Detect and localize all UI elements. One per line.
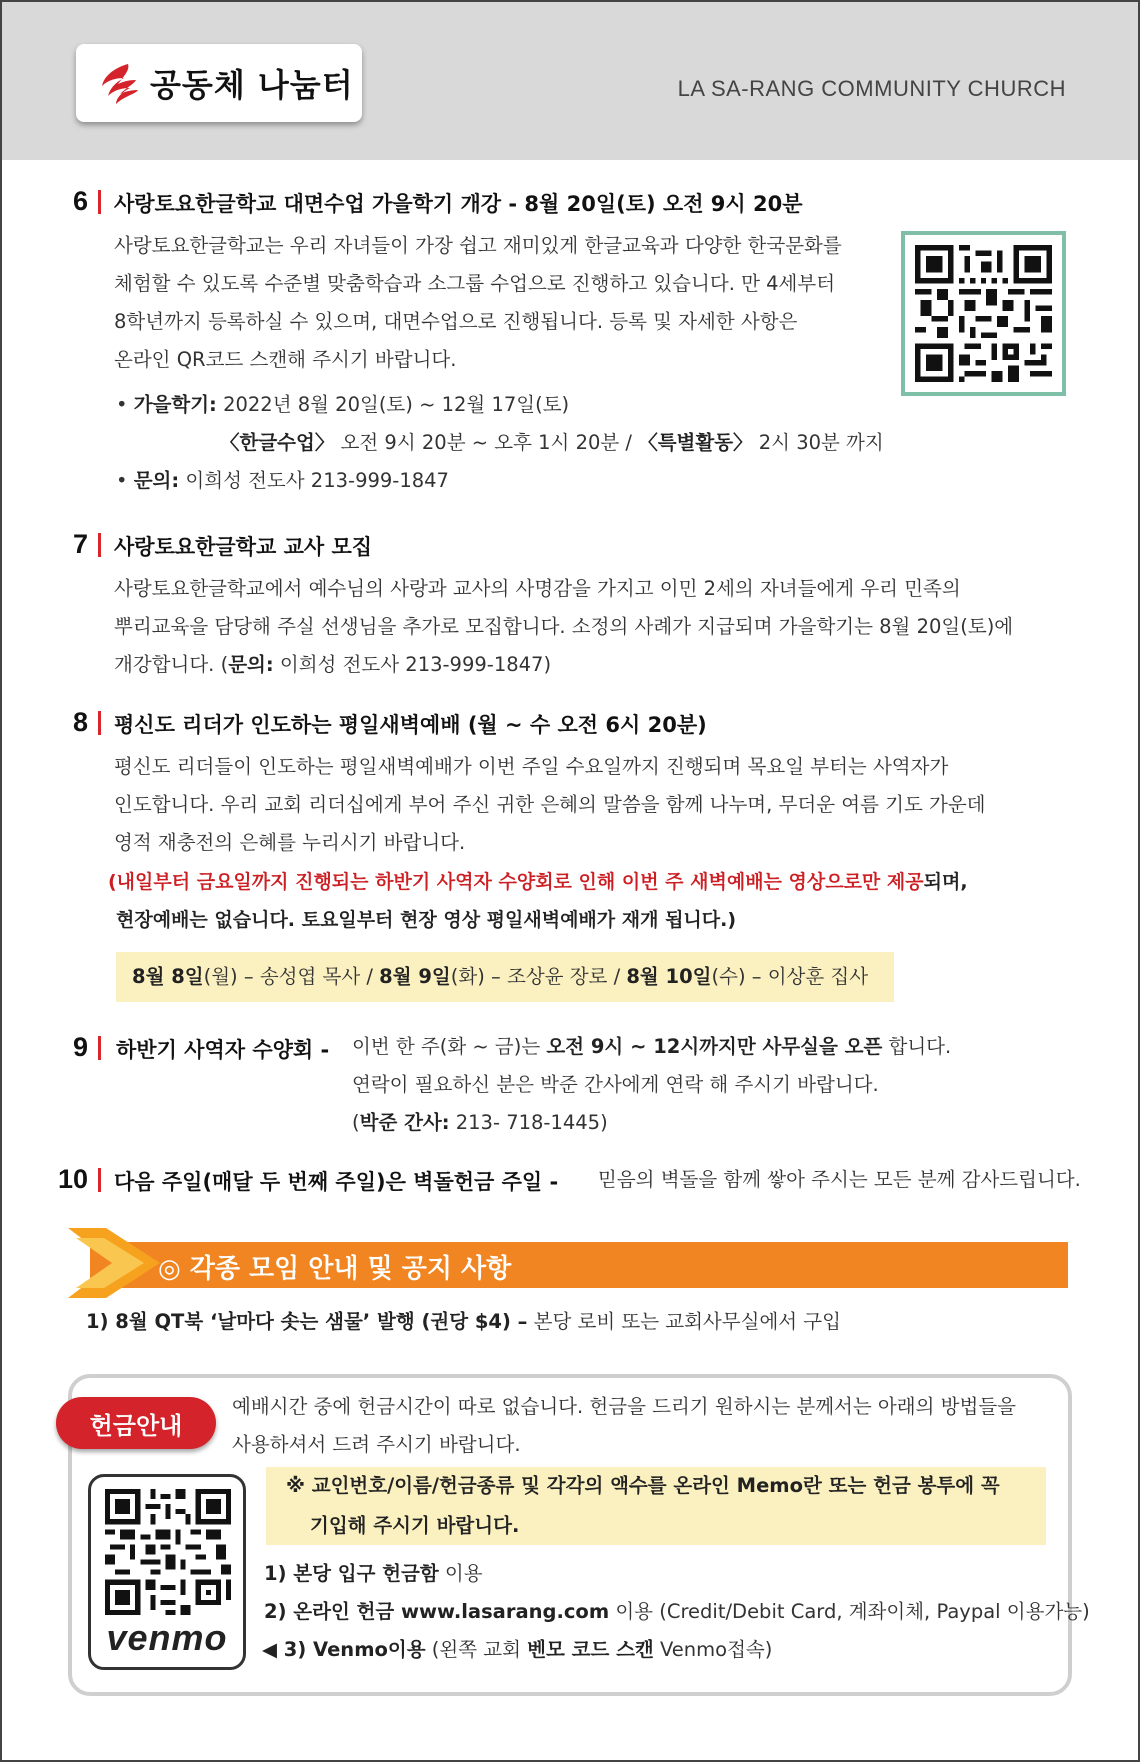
contact-line: • 문의: 이희성 전도사 213-999-1847 — [116, 469, 449, 492]
class-time-line: 〈한글수업〉 오전 9시 20분 ~ 오후 1시 20분 / 〈특별활동〉 2시 30분 까지 — [220, 431, 884, 454]
church-name: LA SA-RANG COMMUNITY CHURCH — [677, 76, 1066, 101]
body-line: 영적 재충전의 은혜를 누리시기 바랍니다. — [114, 831, 466, 854]
notice-text — [108, 863, 968, 939]
qr-code-icon[interactable] — [901, 231, 1066, 396]
notice-line: (내일부터 금요일까지 진행되는 하반기 사역자 수양회로 인해 이번 주 새벽예배는 영상으로만 제공되며, — [108, 871, 968, 893]
body-line: 사용하셔서 드려 주시기 바랍니다. — [232, 1433, 521, 1456]
body-line: 사랑토요한글학교에서 예수님의 사랑과 교사의 사명감을 가지고 이민 2세의 자녀들에게 우리 민족의 — [114, 577, 961, 600]
memo-line: ※ 교인번호/이름/헌금종류 및 각각의 액수를 온라인 Memo란 또는 헌금 봉투에 꼭 — [286, 1474, 1000, 1497]
section-divider — [98, 711, 101, 735]
section-body — [352, 1028, 951, 1142]
giving-label: 헌금안내 — [56, 1397, 216, 1449]
section-body — [114, 227, 842, 379]
section-title: 사랑토요한글학교 대면수업 가을학기 개강 - 8월 20일(토) 오전 9시 20분 — [114, 192, 803, 216]
section-number: 7 — [72, 529, 88, 559]
body-line: 예배시간 중에 헌금시간이 따로 없습니다. 헌금을 드리기 원하시는 분께서는 아래의 방법들을 — [232, 1395, 1016, 1418]
notice-line: 현장예배는 없습니다. 토요일부터 현장 영상 평일새벽예배가 재개 됩니다.) — [116, 909, 737, 931]
method-2: 2) 온라인 헌금 www.lasarang.com 이용 (Credit/Debit Card, 계좌이체, Paypal 이용가능) — [264, 1600, 1090, 1623]
venmo-qr-code-icon[interactable] — [105, 1489, 231, 1615]
method-3: ◀ 3) Venmo이용 (왼쪽 교회 벤모 코드 스캔 Venmo접속) — [262, 1638, 773, 1661]
notice-item: 1) 8월 QT북 ‘날마다 솟는 샘물’ 발행 (권당 $4) – 본당 로비 또는 교회사무실에서 구입 — [86, 1310, 841, 1333]
body-line: 체험할 수 있도록 수준별 맞춤학습과 소그룹 수업으로 진행하고 있습니다. 만 4세부터 — [114, 272, 836, 295]
section-body — [114, 570, 1013, 684]
body-line: (박준 간사: 213- 718-1445) — [352, 1111, 608, 1134]
band-title: ◎ 각종 모임 안내 및 공지 사항 — [158, 1254, 512, 1284]
section-body — [114, 748, 986, 862]
section-title: 다음 주일(매달 두 번째 주일)은 벽돌헌금 주일 - — [114, 1170, 559, 1194]
section-divider — [98, 1036, 101, 1060]
venmo-logo: venmo — [106, 1617, 228, 1658]
venmo-card[interactable] — [88, 1474, 246, 1670]
arrow-right-icon — [68, 1228, 168, 1298]
logo-badge — [76, 44, 362, 122]
header — [2, 2, 1138, 160]
giving-methods — [264, 1555, 1090, 1669]
logo-title: 공동체 나눔터 — [150, 66, 354, 104]
section-divider — [98, 190, 101, 214]
section-title: 하반기 사역자 수양회 - — [116, 1038, 330, 1062]
schedule-line: 8월 8일(월) – 송성엽 목사 / 8월 9일(화) – 조상윤 장로 / 8월 10일(수) – 이상훈 집사 — [132, 965, 869, 988]
section-number: 6 — [72, 186, 88, 216]
term-line: • 가을학기: 2022년 8월 20일(토) ~ 12월 17일(토) — [116, 393, 570, 416]
section-divider — [98, 1168, 101, 1192]
body-line: 인도합니다. 우리 교회 리더십에게 부어 주신 귀한 은혜의 말씀을 함께 나누며, 무더운 여름 기도 가운데 — [114, 793, 986, 816]
body-line: 연락이 필요하신 분은 박준 간사에게 연락 해 주시기 바랍니다. — [352, 1073, 879, 1096]
memo-text — [286, 1466, 1000, 1546]
body-line: 온라인 QR코드 스캔해 주시기 바랍니다. — [114, 348, 457, 371]
giving-intro — [232, 1388, 1016, 1464]
memo-line: 기입해 주시기 바랍니다. — [310, 1514, 520, 1537]
body-line: 8학년까지 등록하실 수 있으며, 대면수업으로 진행됩니다. 등록 및 자세한 사항은 — [114, 310, 798, 333]
body-line: 이번 한 주(화 ~ 금)는 오전 9시 ~ 12시까지만 사무실을 오픈 합니다. — [352, 1035, 952, 1058]
method-1: 1) 본당 입구 헌금함 이용 — [264, 1562, 483, 1585]
section-number: 9 — [72, 1032, 88, 1062]
section-title: 평신도 리더가 인도하는 평일새벽예배 (월 ~ 수 오전 6시 20분) — [114, 713, 707, 737]
term-info — [116, 386, 884, 500]
section-divider — [98, 533, 101, 557]
section-number: 8 — [72, 707, 88, 737]
body-line: 개강합니다. (문의: 이희성 전도사 213-999-1847) — [114, 653, 552, 676]
section-title: 사랑토요한글학교 교사 모집 — [114, 535, 373, 559]
flame-logo-icon — [94, 60, 140, 106]
body-line: 뿌리교육을 담당해 주실 선생님을 추가로 모집합니다. 소정의 사례가 지급되며 가을학기는 8월 20일(토)에 — [114, 615, 1014, 638]
section-number: 10 — [57, 1164, 88, 1194]
section-body: 믿음의 벽돌을 함께 쌓아 주시는 모든 분께 감사드립니다. — [598, 1168, 1081, 1191]
body-line: 사랑토요한글학교는 우리 자녀들이 가장 쉽고 재미있게 한글교육과 다양한 한국문화를 — [114, 234, 842, 257]
body-line: 평신도 리더들이 인도하는 평일새벽예배가 이번 주일 수요일까지 진행되며 목요일 부터는 사역자가 — [114, 755, 949, 778]
